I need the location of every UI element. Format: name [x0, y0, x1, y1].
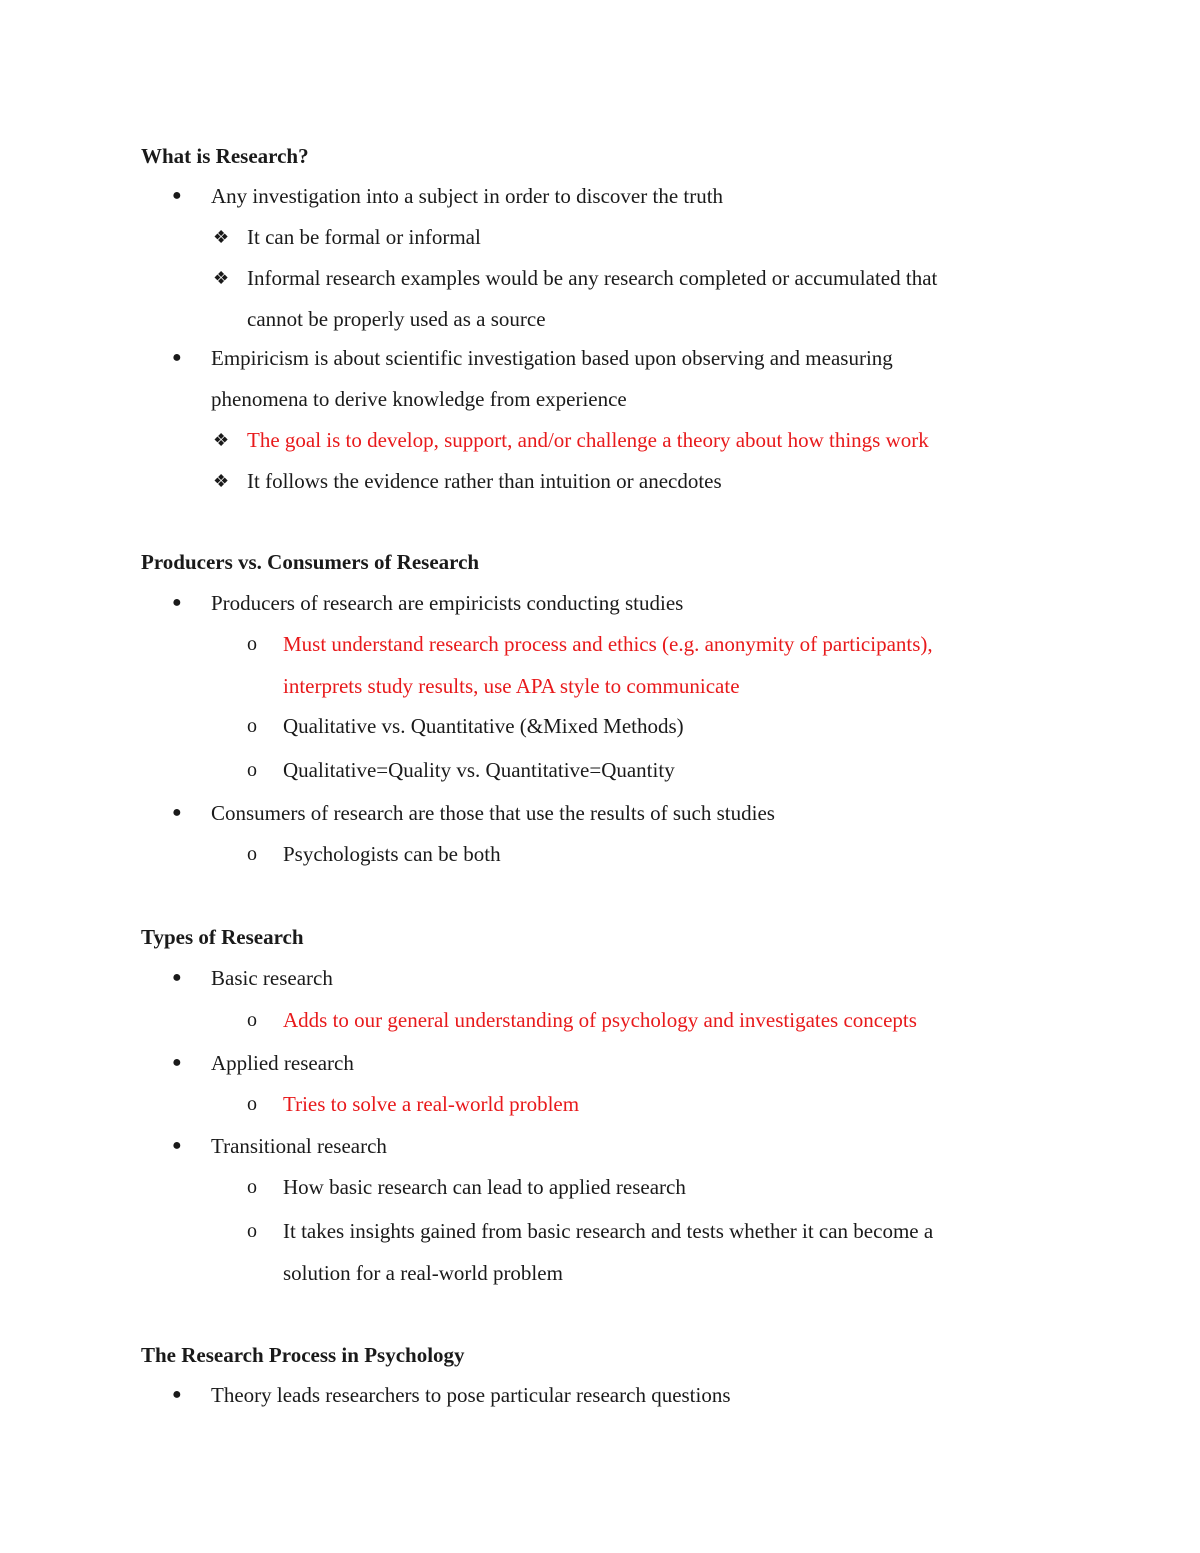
list-item: Qualitative vs. Quantitative (&Mixed Methods) [283, 714, 684, 738]
list-item-highlight: Adds to our general understanding of psychology and investigates concepts [283, 1008, 917, 1032]
list-item: Producers of research are empiricists conducting studies [211, 591, 684, 615]
list-item-highlight: Tries to solve a real-world problem [283, 1092, 580, 1116]
circle-bullet-icon: o [247, 759, 257, 781]
list-item: Transitional research [211, 1134, 387, 1158]
list-item-highlight: The goal is to develop, support, and/or challenge a theory about how things work [247, 428, 929, 452]
list-item: Theory leads researchers to pose particular research questions [211, 1383, 731, 1407]
diamond-bullet-icon: ❖ [213, 268, 230, 288]
circle-bullet-icon: o [247, 1093, 257, 1115]
circle-bullet-icon: o [247, 843, 257, 865]
section-heading: The Research Process in Psychology [141, 1343, 465, 1367]
circle-bullet-icon: o [247, 1009, 257, 1031]
circle-bullet-icon: o [247, 1220, 257, 1242]
diamond-bullet-icon: ❖ [213, 227, 230, 247]
circle-bullet-icon: o [247, 633, 257, 655]
bullet-dot-icon: ● [172, 804, 182, 821]
list-item: It takes insights gained from basic research and tests whether it can become a [283, 1219, 934, 1243]
circle-bullet-icon: o [247, 1176, 257, 1198]
list-item: Basic research [211, 966, 333, 990]
diamond-bullet-icon: ❖ [213, 430, 230, 450]
bullet-dot-icon: ● [172, 1386, 182, 1403]
circle-bullet-icon: o [247, 715, 257, 737]
list-item: How basic research can lead to applied research [283, 1175, 686, 1199]
bullet-dot-icon: ● [172, 187, 182, 204]
section-heading: Producers vs. Consumers of Research [141, 550, 480, 574]
list-item-continuation: cannot be properly used as a source [247, 307, 546, 331]
bullet-dot-icon: ● [172, 594, 182, 611]
list-item: Consumers of research are those that use the results of such studies [211, 801, 775, 825]
bullet-dot-icon: ● [172, 1054, 182, 1071]
diamond-bullet-icon: ❖ [213, 471, 230, 491]
bullet-dot-icon: ● [172, 969, 182, 986]
list-item-highlight: Must understand research process and ethics (e.g. anonymity of participants), [283, 632, 933, 656]
list-item: Psychologists can be both [283, 842, 501, 866]
list-item-continuation: phenomena to derive knowledge from experience [211, 387, 627, 411]
list-item: It follows the evidence rather than intuition or anecdotes [247, 469, 722, 493]
section-heading: Types of Research [141, 925, 304, 949]
section-heading: What is Research? [141, 144, 309, 168]
list-item: Informal research examples would be any research completed or accumulated that [247, 266, 938, 290]
list-item: It can be formal or informal [247, 225, 481, 249]
list-item: Applied research [211, 1051, 354, 1075]
list-item: Qualitative=Quality vs. Quantitative=Quantity [283, 758, 675, 782]
list-item-continuation: solution for a real-world problem [283, 1261, 563, 1285]
list-item: Empiricism is about scientific investigation based upon observing and measuring [211, 346, 893, 370]
bullet-dot-icon: ● [172, 1137, 182, 1154]
bullet-dot-icon: ● [172, 349, 182, 366]
list-item-continuation: interprets study results, use APA style to communicate [283, 674, 740, 698]
list-item: Any investigation into a subject in order to discover the truth [211, 184, 724, 208]
